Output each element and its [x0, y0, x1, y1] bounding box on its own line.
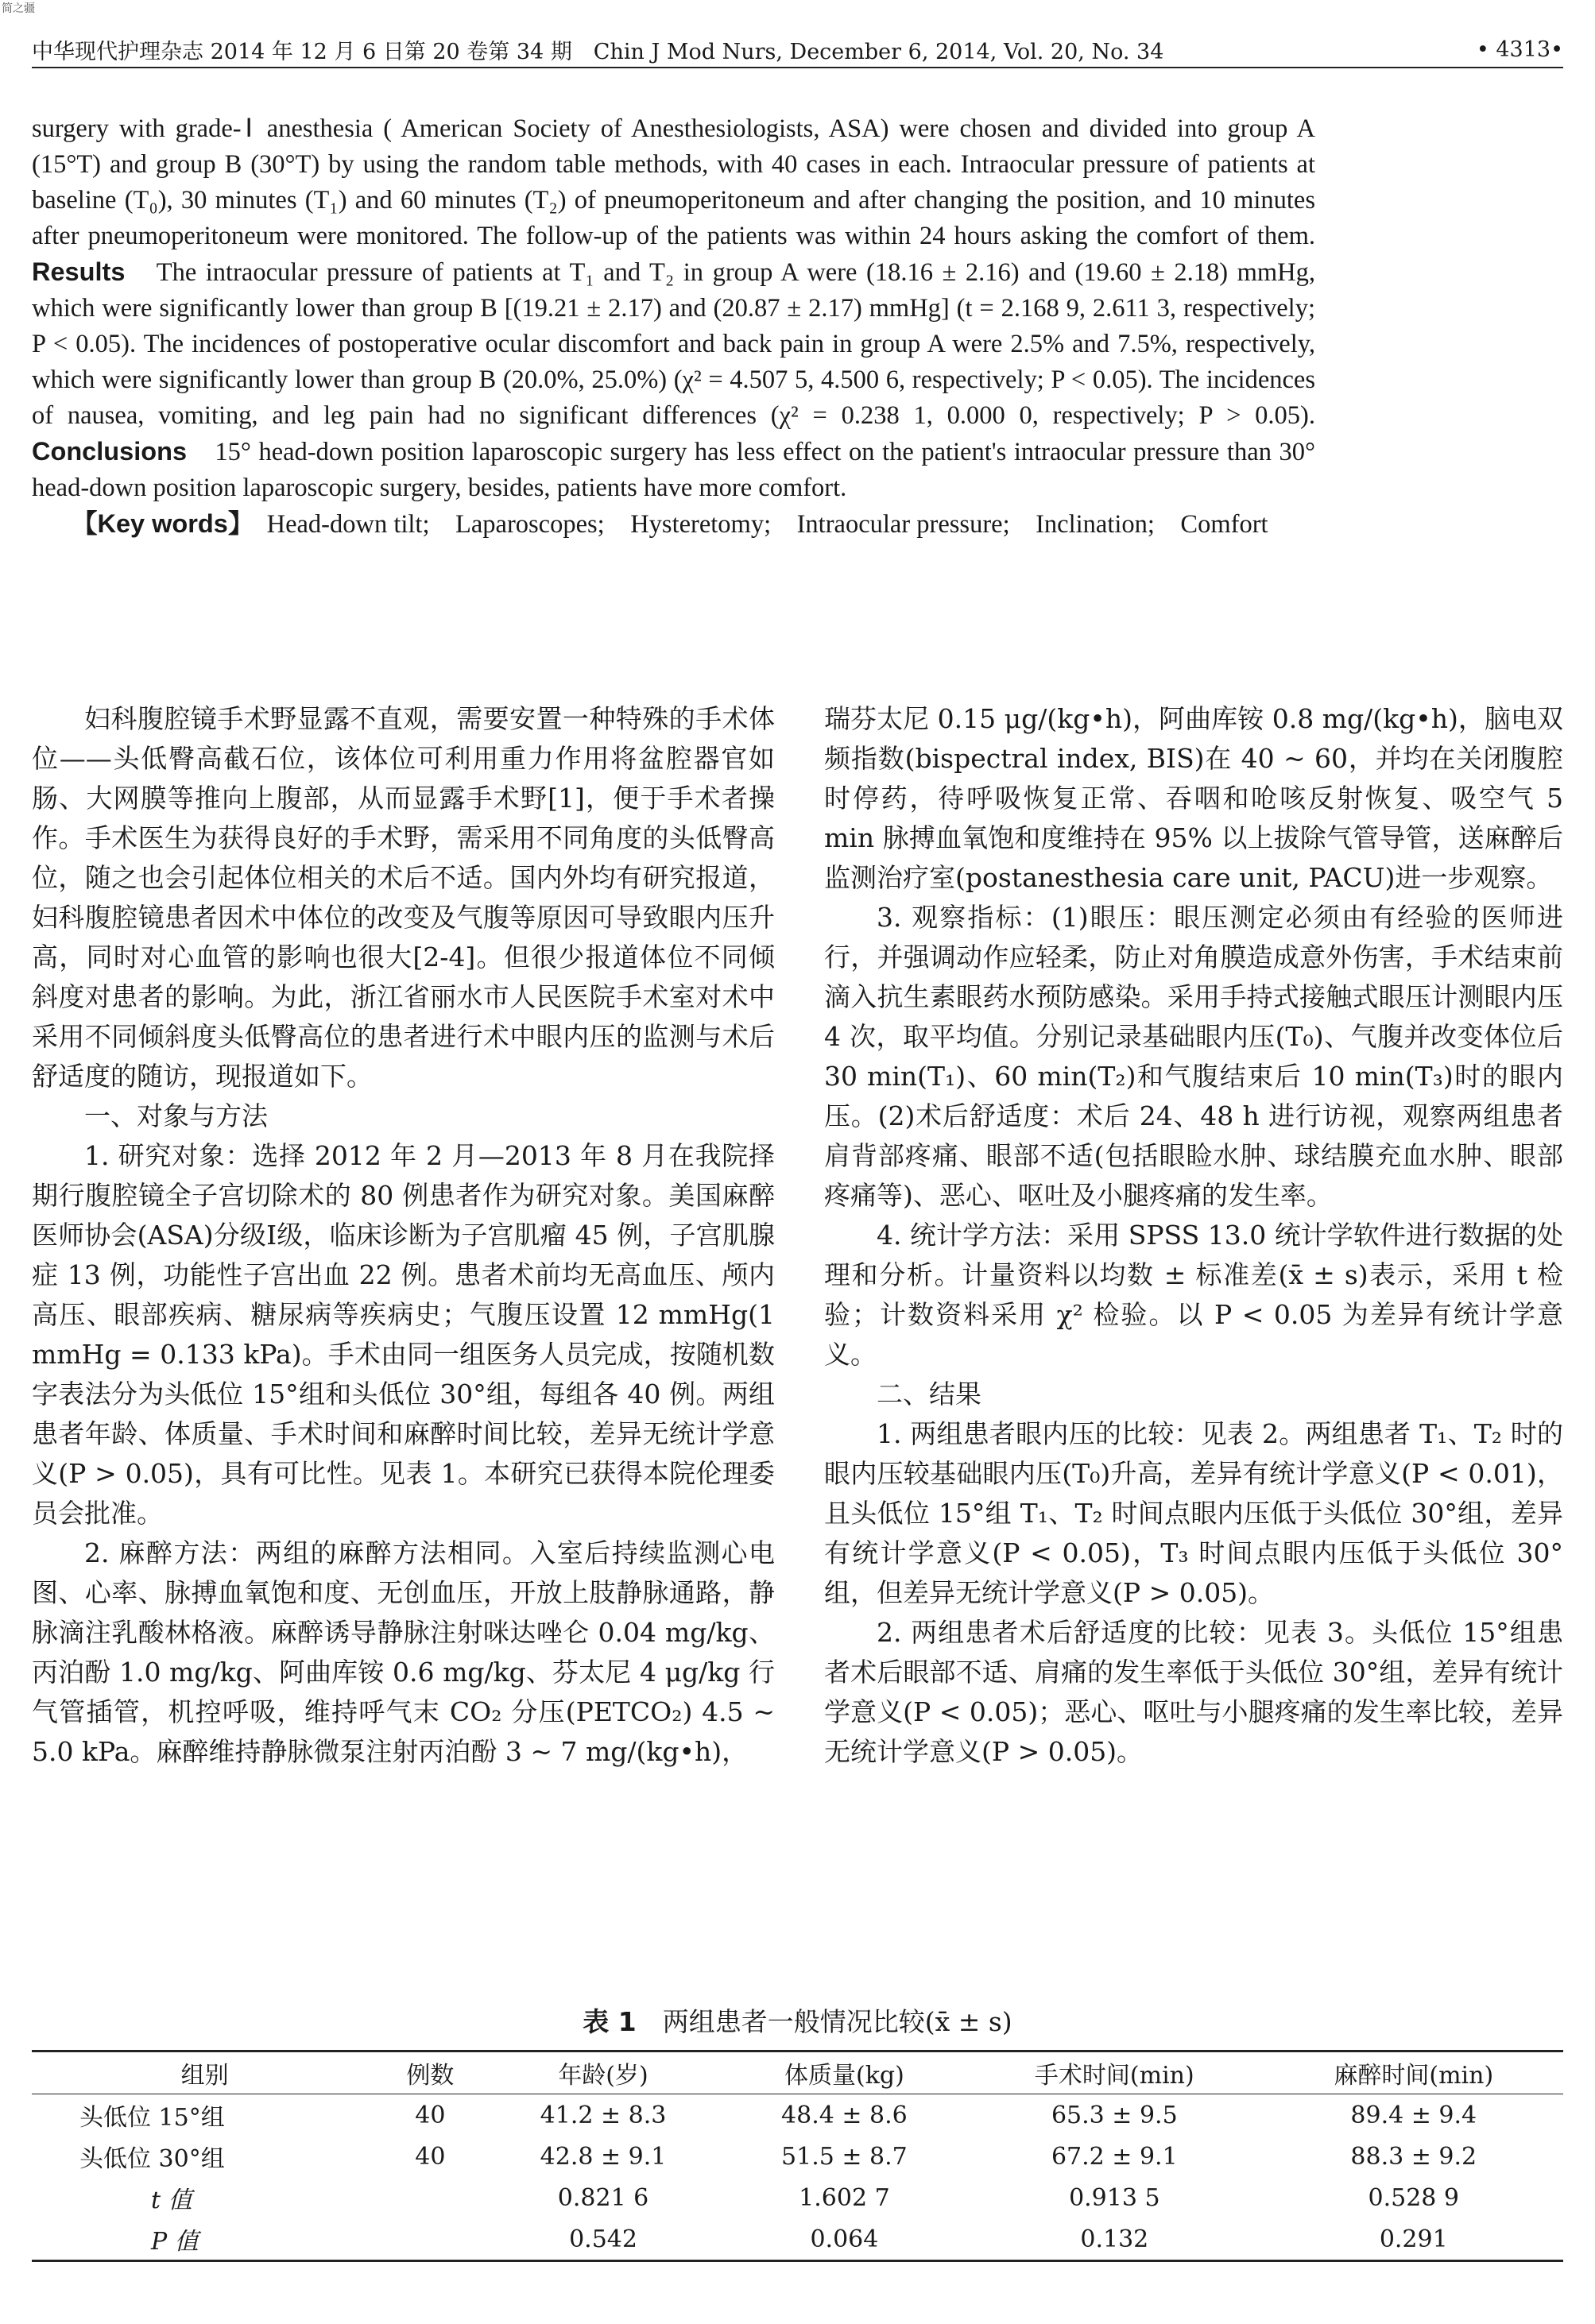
table-cell: 1.602 7 [799, 2183, 890, 2212]
anesthesia-continued: 瑞芬太尼 0.15 μg/(kg•h)，阿曲库铵 0.8 mg/(kg•h)，脑电双频指数(bispectral index, BIS)在 40 ~ 60，并均在关闭腹腔时停药，待呼吸恢复正常、吞咽和呛咳反射恢复、吸空气 5 min 脉搏血氧饱和度维持在 95% 以上拔除气管导管，送麻醉后监测治疗室(postanesthesia care unit, PACU)进一步观察。 [824, 703, 1563, 893]
table-cell: 0.132 [1080, 2225, 1149, 2253]
anesthesia-paragraph: 2. 麻醉方法：两组的麻醉方法相同。入室后持续监测心电图、心率、脉搏血氧饱和度、无创血压，开放上肢静脉通路，静脉滴注乳酸林格液。麻醉诱导静脉注射咪达唑仑 0.04 mg/kg、丙泊酚 1.0 mg/kg、阿曲库铵 0.6 mg/kg、芬太尼 4 μg/kg 行气管插管，机控呼吸，维持呼气末 CO₂ 分压(PETCO₂) 4.5 ~ 5.0 kPa。麻醉维持静脉微泵注射丙泊酚 3 ~ 7 mg/(kg•h)， [32, 1537, 775, 1767]
table-title [32, 2002, 1563, 2042]
abstract-conclusions: 15° head-down position laparoscopic surgery has less effect on the patient's intraocular pressure than 30° head-down position laparoscopic surgery, besides, patients have more comfort. [32, 438, 1315, 502]
table-cell: 0.528 9 [1368, 2183, 1460, 2212]
table-cell: t 值 [151, 2187, 192, 2214]
table-caption: 两组患者一般情况比较(x̄ ± s) [636, 2006, 1012, 2037]
right-column [824, 699, 1563, 1772]
subjects-paragraph: 1. 研究对象：选择 2012 年 2 月—2013 年 8 月在我院择期行腹腔镜全子宫切除术的 80 例患者作为研究对象。美国麻醉医师协会(ASA)分级Ⅰ级，临床诊断为子宫肌瘤 45 例，子宫肌腺症 13 例，功能性子宫出血 22 例。患者术前均无高血压、颅内高压、眼部疾病、糖尿病等疾病史；气腹压设置 12 mmHg(1 mmHg = 0.133 kPa)。手术由同一组医务人员完成，按随机数字表法分为头低位 15°组和头低位 30°组，每组各 40 例。两组患者年龄、体质量、手术时间和麻醉时间比较，差异无统计学意义(P > 0.05)，具有可比性。见表 1。本研究已获得本院伦理委员会批准。 [32, 1140, 775, 1529]
table-cell: 65.3 ± 9.5 [1051, 2101, 1178, 2129]
table-row [32, 2094, 1563, 2136]
table-cell: 51.5 ± 8.7 [781, 2142, 908, 2171]
table-cell: 48.4 ± 8.6 [781, 2101, 908, 2129]
table-cell: 0.821 6 [557, 2183, 649, 2212]
conclusions-label: Conclusions [32, 437, 188, 466]
col-header-cases: 例数 [406, 2062, 455, 2090]
table-cell: 40 [415, 2142, 446, 2171]
col-header-age: 年龄(岁) [558, 2062, 648, 2090]
table-cell: 67.2 ± 9.1 [1051, 2142, 1178, 2171]
table-label: 表 1 [583, 2006, 637, 2037]
table-cell: 0.291 [1379, 2225, 1448, 2253]
observation-paragraph: 3. 观察指标：(1)眼压：眼压测定必须由有经验的医师进行，并强调动作应轻柔，防止对角膜造成意外伤害，手术结束前滴入抗生素眼药水预防感染。采用手持式接触式眼压计测眼内压 4 次，取平均值。分别记录基础眼内压(T₀)、气腹并改变体位后 30 min(T₁)、60 min(T₂)和气腹结束后 10 min(T₃)时的眼内压。(2)术后舒适度：术后 24、48 h 进行访视，观察两组患者肩背部疼痛、眼部不适(包括眼睑水肿、球结膜充血水肿、眼部疼痛等)、恶心、呕吐及小腿疼痛的发生率。 [824, 902, 1563, 1211]
table-cell: 42.8 ± 9.1 [540, 2142, 667, 2171]
col-header-group: 组别 [180, 2062, 229, 2090]
results-comfort-paragraph: 2. 两组患者术后舒适度的比较：见表 3。头低位 15°组患者术后眼部不适、肩痛的发生率低于头低位 30°组，差异有统计学意义(P < 0.05)；恶心、呕吐与小腿疼痛的发生率比较，差异无统计学意义(P > 0.05)。 [824, 1617, 1563, 1767]
table-cell: 0.542 [569, 2225, 637, 2253]
watermark-text: 简之疆 [2, 2, 35, 15]
table-cell: 88.3 ± 9.2 [1350, 2142, 1477, 2171]
table-cell: 89.4 ± 9.4 [1350, 2101, 1477, 2129]
page-number: • 4313• [1476, 37, 1563, 62]
table-row [32, 2218, 1563, 2261]
keywords [32, 506, 1315, 543]
table-header-row [32, 2051, 1563, 2094]
table-cell: 40 [415, 2101, 446, 2129]
table-cell: 头低位 30°组 [79, 2145, 225, 2173]
table-cell: P 值 [151, 2228, 199, 2256]
intro-paragraph: 妇科腹腔镜手术野显露不直观，需要安置一种特殊的手术体位——头低臀高截石位，该体位可利用重力作用将盆腔器官如肠、大网膜等推向上腹部，从而显露手术野[1]，便于手术者操作。手术医生为获得良好的手术野，需采用不同角度的头低臀高位，随之也会引起体位相关的术后不适。国内外均有研究报道，妇科腹腔镜患者因术中体位的改变及气腹等原因可导致眼内压升高，同时对心血管的影响也很大[2-4]。但很少报道体位不同倾斜度对患者的影响。为此，浙江省丽水市人民医院手术室对术中采用不同倾斜度头低臀高位的患者进行术中眼内压的监测与术后舒适度的随访，现报道如下。 [32, 703, 775, 1092]
table-1 [32, 2002, 1563, 2262]
table-cell [377, 2177, 482, 2218]
abstract-results: The intraocular pressure of patients at T₁ and T₂ in group A were (18.16 ± 2.16) and (19.60 ± 2.18) mmHg, which were significantly lower than group B [(19.21 ± 2.17) and (20.87 ± 2.17) mmHg] (t = 2.168 9, 2.611 3, respectively; P < 0.05). The incidences of postoperative ocular discomfort and back pain in group A were 2.5% and 7.5%, respectively, which were significantly lower than group B (20.0%, 25.0%) (χ² = 4.507 5, 4.500 6, respectively; P < 0.05). The incidences of nausea, vomiting, and leg pain had no significant differences (χ² = 0.238 1, 0.000 0, respectively; P > 0.05). [32, 258, 1315, 430]
section-heading-methods: 一、对象与方法 [84, 1100, 268, 1131]
results-label: Results [32, 257, 126, 286]
keywords-text: Head-down tilt; Laparoscopes; Hysteretomy; Intraocular pressure; Inclination; Comfort [241, 510, 1268, 539]
left-column [32, 699, 775, 1772]
table-cell: 41.2 ± 8.3 [540, 2101, 667, 2129]
section-heading-results: 二、结果 [877, 1379, 981, 1409]
table-row [32, 2136, 1563, 2177]
general-characteristics-table [32, 2050, 1563, 2262]
table-cell: 0.064 [810, 2225, 879, 2253]
col-header-weight: 体质量(kg) [784, 2062, 904, 2090]
table-cell [377, 2218, 482, 2261]
abstract-methods: surgery with grade-Ⅰ anesthesia ( American Society of Anesthesiologists, ASA) were chosen and divided into group A (15°T) and group B (30°T) by using the random table methods, with 40 cases in each. Intraocular pressure of patients at baseline (T₀), 30 minutes (T₁) and 60 minutes (T₂) of pneumoperitoneum and after changing the position, and 10 minutes after pneumoperitoneum were monitored. The follow-up of the patients was within 24 hours asking the comfort of them. [32, 114, 1315, 250]
running-header [32, 32, 1563, 68]
table-cell: 0.913 5 [1069, 2183, 1160, 2212]
statistics-paragraph: 4. 统计学方法：采用 SPSS 13.0 统计学软件进行数据的处理和分析。计量资料以均数 ± 标准差(x̄ ± s)表示，采用 t 检验；计数资料采用 χ² 检验。以 P < 0.05 为差异有统计学意义。 [824, 1220, 1563, 1370]
col-header-surgery-time: 手术时间(min) [1034, 2062, 1194, 2090]
table-cell: 头低位 15°组 [79, 2104, 225, 2132]
col-header-anesthesia-time: 麻醉时间(min) [1334, 2062, 1494, 2090]
journal-citation: 中华现代护理杂志 2014 年 12 月 6 日第 20 卷第 34 期 Chin J Mod Nurs, December 6, 2014, Vol. 20, No. 34 [32, 39, 1164, 64]
english-abstract [32, 111, 1315, 543]
keywords-label: 【Key words】 [72, 509, 242, 538]
results-iop-paragraph: 1. 两组患者眼内压的比较：见表 2。两组患者 T₁、T₂ 时的眼内压较基础眼内压(T₀)升高，差异有统计学意义(P < 0.01)，且头低位 15°组 T₁、T₂ 时间点眼内压低于头低位 30°组，差异有统计学意义(P < 0.05)，T₃ 时间点眼内压低于头低位 30°组，但差异无统计学意义(P > 0.05)。 [824, 1418, 1563, 1608]
table-row [32, 2177, 1563, 2218]
abstract-paragraph [32, 111, 1315, 506]
